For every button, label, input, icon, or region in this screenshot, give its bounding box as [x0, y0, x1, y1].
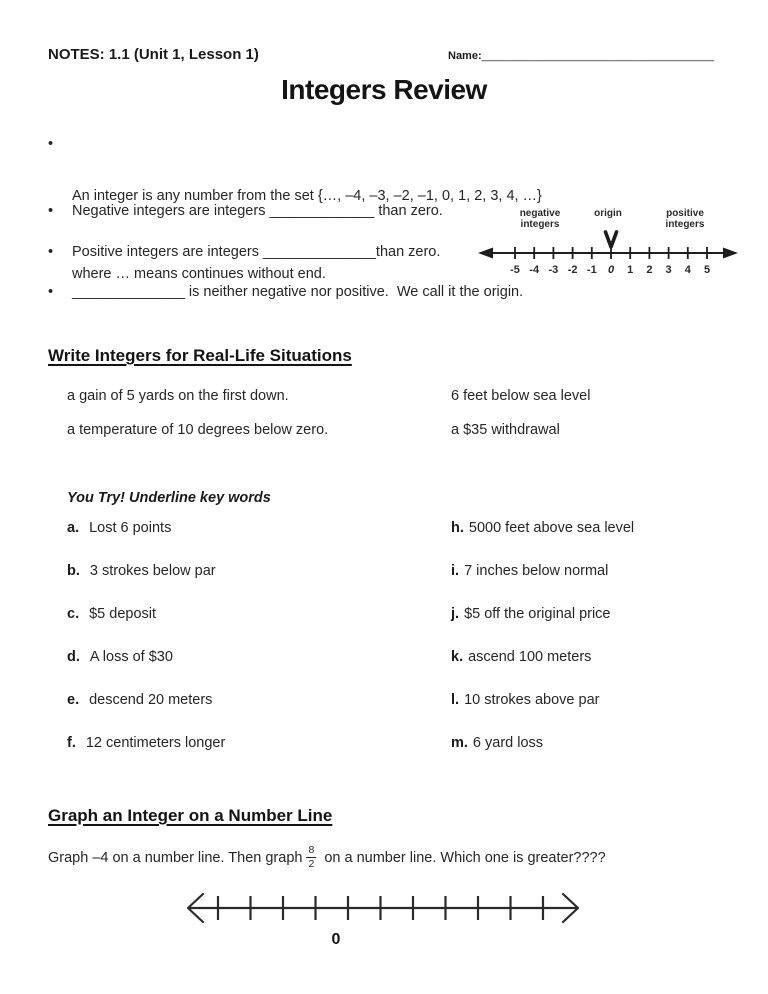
negative-integers-label: negative	[519, 208, 561, 219]
item-text: ascend 100 meters	[468, 649, 592, 665]
item-text: 7 inches below normal	[464, 563, 609, 579]
item-text: $5 deposit	[89, 606, 157, 622]
blank-number-line	[178, 886, 588, 952]
item-label: c.	[67, 606, 80, 622]
item-text: 10 strokes above par	[464, 692, 600, 708]
bullet-origin	[48, 279, 668, 305]
bullet-marker: •	[48, 136, 54, 152]
svg-text:-2: -2	[567, 264, 578, 276]
bullet-line: An integer is any number from the set {…, –4, –3, –2, –1, 0, 1, 2, 3, 4, …}	[72, 188, 542, 204]
item-label: e.	[67, 692, 80, 708]
name-field	[448, 50, 714, 62]
zero-label: 0	[331, 931, 341, 948]
page-title: Integers Review	[281, 74, 487, 105]
name-label: Name:	[448, 50, 482, 62]
bullet-marker: •	[48, 284, 54, 300]
graph-prompt-after: on a number line. Which one is greater????	[320, 850, 606, 867]
item-label: m.	[451, 735, 468, 751]
item-label: k.	[451, 649, 464, 665]
example-right: 6 feet below sea level	[451, 388, 591, 404]
negative-integers-label: integers	[520, 219, 560, 230]
bullet-text: ______________ is neither negative nor positive. We call it the origin.	[72, 284, 524, 300]
fraction-eight-halves	[306, 844, 316, 870]
bullet-text: Positive integers are integers ______________than zero.	[72, 244, 441, 260]
svg-text:3: 3	[665, 264, 672, 276]
section-heading-real-life: Write Integers for Real-Life Situations	[48, 346, 352, 365]
number-line-illustration	[477, 203, 739, 281]
item-label: h.	[451, 520, 464, 536]
bullet-text: Negative integers are integers _____________ than zero.	[72, 203, 443, 219]
item-label: a.	[67, 520, 80, 536]
left-arrowhead-icon	[478, 248, 493, 259]
example-left: a gain of 5 yards on the first down.	[67, 388, 289, 404]
item-text: A loss of $30	[89, 649, 173, 665]
graph-prompt	[48, 845, 728, 871]
bullet-text	[72, 131, 542, 339]
item-text: 3 strokes below par	[89, 563, 216, 579]
origin-label: origin	[594, 208, 622, 219]
bullet-positive-integers	[48, 239, 488, 265]
item-text: Lost 6 points	[89, 520, 172, 536]
bullet-marker: •	[48, 203, 54, 219]
item-text: 12 centimeters longer	[85, 735, 226, 751]
svg-text:-1: -1	[586, 264, 597, 276]
tick-labels	[510, 264, 710, 276]
svg-text:-3: -3	[548, 264, 559, 276]
svg-text:2: 2	[646, 264, 653, 276]
item-text: 6 yard loss	[472, 735, 544, 751]
bullet-negative-integers	[48, 198, 488, 224]
right-arrowhead-icon	[723, 248, 738, 259]
graph-prompt-before: Graph –4 on a number line. Then graph	[48, 850, 303, 867]
item-label: i.	[451, 563, 460, 579]
bullet-line: where … means continues without end.	[72, 266, 326, 282]
item-label: f.	[67, 735, 76, 751]
bullet-marker: •	[48, 244, 54, 260]
positive-integers-label: integers	[665, 219, 705, 230]
svg-text:1: 1	[627, 264, 634, 276]
svg-text:4: 4	[684, 264, 691, 276]
section-heading-graph: Graph an Integer on a Number Line	[48, 806, 333, 825]
name-blank-line: ______________________________________	[481, 50, 715, 62]
item-text: descend 20 meters	[89, 692, 213, 708]
example-left: a temperature of 10 degrees below zero.	[67, 422, 329, 438]
fraction-denominator: 2	[308, 858, 315, 871]
item-label: d.	[67, 649, 80, 665]
item-text: $5 off the original price	[464, 606, 611, 622]
notes-header: NOTES: 1.1 (Unit 1, Lesson 1)	[48, 46, 259, 63]
svg-text:-4: -4	[529, 264, 540, 276]
origin-arrow-icon	[606, 232, 617, 247]
positive-integers-label: positive	[666, 208, 704, 219]
example-right: a $35 withdrawal	[451, 422, 560, 438]
svg-text:0: 0	[607, 264, 615, 276]
you-try-heading: You Try! Underline key words	[67, 490, 271, 506]
item-label: j.	[451, 606, 460, 622]
svg-text:5: 5	[703, 264, 711, 276]
item-text: 5000 feet above sea level	[468, 520, 635, 536]
fraction-numerator: 8	[308, 844, 315, 856]
item-label: l.	[451, 692, 460, 708]
item-label: b.	[67, 563, 80, 579]
svg-text:-5: -5	[510, 264, 520, 276]
